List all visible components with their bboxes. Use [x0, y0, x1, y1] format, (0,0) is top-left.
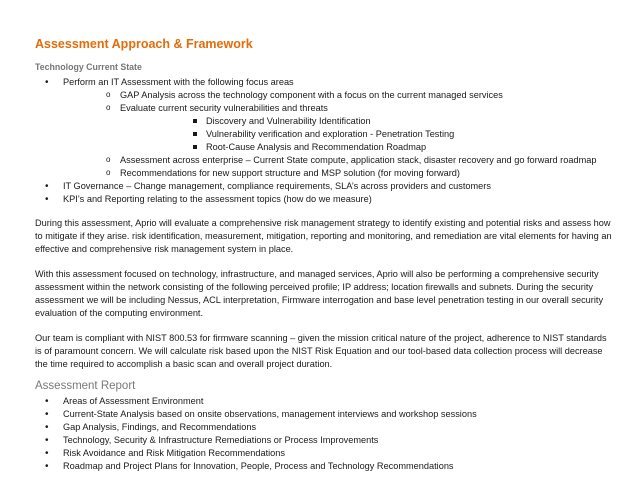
list-item-text: Gap Analysis, Findings, and Recommendations: [63, 422, 257, 432]
list-item-text: Current-State Analysis based on onsite observations, management interviews and workshop sessions: [63, 409, 477, 419]
page-title: Assessment Approach & Framework: [35, 37, 253, 51]
list-item: [35, 434, 614, 447]
list-item-text: Areas of Assessment Environment: [63, 396, 204, 406]
list-item-text: Recommendations for new support structure and MSP solution (for moving forward): [120, 168, 460, 178]
sub-sub-list: [120, 115, 614, 154]
list-item: [120, 115, 614, 128]
list-item: [120, 128, 614, 141]
list-item-text: Assessment across enterprise – Current State compute, application stack, disaster recovery and go forward roadmap: [120, 155, 597, 165]
paragraph-risk-strategy: During this assessment, Aprio will evaluate a comprehensive risk management strategy to identify existing and potential risks and assess how to mitigate if they arise. risk identification, measurement, mitigation, reporting and monitoring, and remediation are vital elements for having an effective and comprehensive risk management system in place.: [35, 218, 612, 254]
tech-current-state-list: [35, 76, 614, 206]
list-item: [63, 167, 614, 180]
sub-list: [63, 89, 614, 180]
list-item: [63, 89, 614, 102]
list-item: [35, 193, 614, 206]
list-item-text: KPI’s and Reporting relating to the assessment topics (how do we measure): [63, 194, 372, 204]
list-item-text: Root-Cause Analysis and Recommendation Roadmap: [206, 142, 427, 152]
paragraph-security-assessment: With this assessment focused on technology, infrastructure, and managed services, Aprio will also be performing a comprehensive security assessment within the network consisting of the following perceived profile; IP address; location firewalls and subnets. During the security assessment we will be including Nessus, ACL interpretation, Firmware interrogation and base level penetration testing in our overall security evaluation of the computing environment.: [35, 269, 604, 318]
assessment-report-list: [35, 395, 614, 473]
list-item: [35, 408, 614, 421]
list-item-text: Technology, Security & Infrastructure Remediations or Process Improvements: [63, 435, 379, 445]
list-item: [63, 154, 614, 167]
tech-current-state-heading: Technology Current State: [35, 62, 142, 72]
list-item: [63, 102, 614, 154]
list-item-text: Discovery and Vulnerability Identification: [206, 116, 371, 126]
list-item: [35, 76, 614, 180]
list-item-text: Roadmap and Project Plans for Innovation, People, Process and Technology Recommendations: [63, 461, 454, 471]
list-item-text: Vulnerability verification and exploration - Penetration Testing: [206, 129, 455, 139]
list-item-text: GAP Analysis across the technology component with a focus on the current managed services: [120, 90, 503, 100]
list-item-text: Evaluate current security vulnerabilities and threats: [120, 103, 328, 113]
list-item-text: Perform an IT Assessment with the following focus areas: [63, 77, 294, 87]
list-item-text: IT Governance – Change management, compliance requirements, SLA’s across providers and customers: [63, 181, 491, 191]
list-item: [35, 395, 614, 408]
list-item: [35, 180, 614, 193]
list-item: [35, 460, 614, 473]
paragraph-nist-compliance: Our team is compliant with NIST 800.53 for firmware scanning – given the mission critical nature of the project, adherence to NIST standards is of paramount concern. We will calculate risk based upon the NIST Risk Equation and our tool-based data collection process will decrease the time required to accomplish a basic scan and overall project duration.: [35, 333, 607, 369]
assessment-report-heading: Assessment Report: [35, 380, 136, 392]
list-item-text: Risk Avoidance and Risk Mitigation Recommendations: [63, 448, 285, 458]
list-item: [120, 141, 614, 154]
list-item: [35, 447, 614, 460]
list-item: [35, 421, 614, 434]
